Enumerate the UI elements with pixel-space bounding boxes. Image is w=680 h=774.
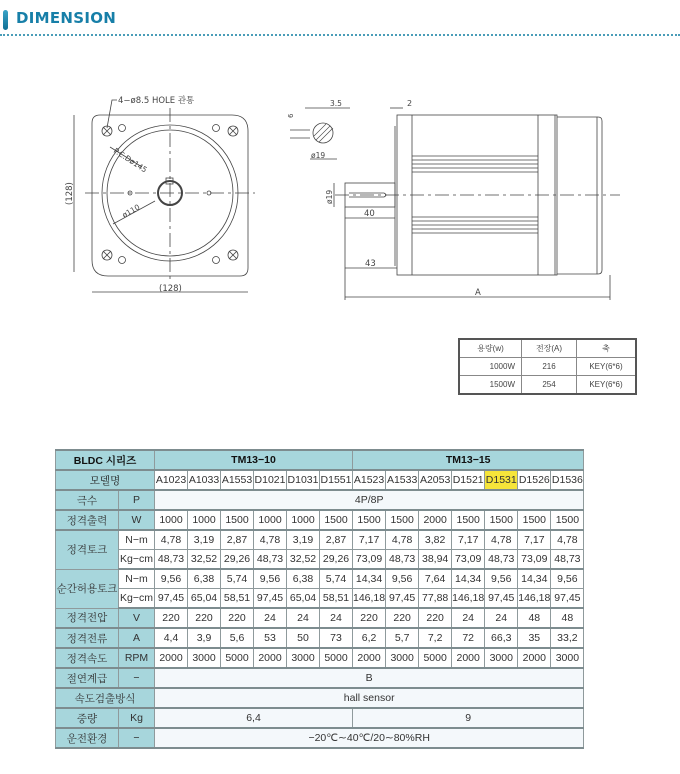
row-label: 정격전류 xyxy=(56,628,119,648)
model-cell: D1526 xyxy=(518,470,551,490)
model-cell: D1551 xyxy=(320,470,353,490)
shaft-to-face-label: 43 xyxy=(365,259,376,269)
value-cell: 9,56 xyxy=(485,569,518,589)
model-label: 모델명 xyxy=(56,470,155,490)
value-cell: 2000 xyxy=(254,648,287,668)
value-cell: 1500 xyxy=(221,510,254,530)
model-cell: A1033 xyxy=(188,470,221,490)
value-cell: 4,78 xyxy=(155,530,188,550)
unit-cell: RPM xyxy=(119,648,155,668)
value-cell: 6,38 xyxy=(287,569,320,589)
value-cell: 3,19 xyxy=(287,530,320,550)
value-cell: 5000 xyxy=(221,648,254,668)
front-view xyxy=(74,100,255,292)
model-row xyxy=(56,470,584,490)
value-cell: 1000 xyxy=(254,510,287,530)
value-cell: 33,2 xyxy=(551,628,584,648)
model-cell: D1536 xyxy=(551,470,584,490)
shaft-length-label: 40 xyxy=(364,209,375,219)
value-cell: 32,52 xyxy=(287,550,320,570)
value-cell: 48,73 xyxy=(485,550,518,570)
value-cell: 24 xyxy=(452,608,485,628)
end-cap xyxy=(557,117,602,274)
group-header: TM13−15 xyxy=(353,450,584,470)
value-cell: 97,45 xyxy=(551,589,584,609)
length-cell: 254 xyxy=(522,376,577,395)
value-cell: 220 xyxy=(188,608,221,628)
value-cell: 73,09 xyxy=(353,550,386,570)
row-label: 극수 xyxy=(56,490,119,510)
group-header: TM13−10 xyxy=(155,450,353,470)
value-cell: 2000 xyxy=(518,648,551,668)
value-cell: 9,56 xyxy=(254,569,287,589)
insulation-value: B xyxy=(155,668,584,688)
header-accent-bar xyxy=(3,10,8,30)
value-cell: 220 xyxy=(155,608,188,628)
environment-row xyxy=(56,728,584,748)
model-cell: A1553 xyxy=(221,470,254,490)
value-cell: 24 xyxy=(287,608,320,628)
value-cell: 7,64 xyxy=(419,569,452,589)
value-cell: 48,73 xyxy=(155,550,188,570)
shaft-section-dia-label: ø19 xyxy=(311,151,326,160)
cooling-fins xyxy=(412,156,538,233)
value-cell: 5,74 xyxy=(320,569,353,589)
capacity-cell: 1500W xyxy=(459,376,522,395)
shaft-cell: KEY(6*6) xyxy=(577,376,637,395)
length-cell: 216 xyxy=(522,358,577,376)
value-cell: 29,26 xyxy=(320,550,353,570)
series-label: BLDC 시리즈 xyxy=(56,450,155,470)
value-cell: 48,73 xyxy=(386,550,419,570)
value-cell: 7,2 xyxy=(419,628,452,648)
model-cell: A2053 xyxy=(419,470,452,490)
rated-output-row xyxy=(56,510,584,530)
series-header-row xyxy=(56,450,584,470)
value-cell: 73,09 xyxy=(452,550,485,570)
overall-length-label: A xyxy=(475,288,481,298)
value-cell: 7,17 xyxy=(353,530,386,550)
environment-value: −20℃∼40℃/20∼80%RH xyxy=(155,728,584,748)
pilot-label: ø110 xyxy=(120,202,142,220)
value-cell: 220 xyxy=(386,608,419,628)
hole-leader xyxy=(107,100,117,128)
length-table-header xyxy=(459,339,636,358)
row-label: 속도검출방식 xyxy=(56,688,155,708)
value-cell: 24 xyxy=(254,608,287,628)
value-cell: 6,2 xyxy=(353,628,386,648)
value-cell: 5000 xyxy=(419,648,452,668)
value-cell: 3,9 xyxy=(188,628,221,648)
model-cell: A1023 xyxy=(155,470,188,490)
value-cell: 14,34 xyxy=(353,569,386,589)
key-width-label: 3.5 xyxy=(330,99,342,108)
rated-torque-row xyxy=(56,530,584,550)
value-cell: 77,88 xyxy=(419,589,452,609)
value-cell: 2,87 xyxy=(320,530,353,550)
value-cell: 66,3 xyxy=(485,628,518,648)
value-cell: 65,04 xyxy=(188,589,221,609)
unit-cell: W xyxy=(119,510,155,530)
unit-cell: V xyxy=(119,608,155,628)
row-label: 정격출력 xyxy=(56,510,119,530)
side-view xyxy=(290,108,620,300)
section-header xyxy=(0,6,680,36)
value-cell: 73 xyxy=(320,628,353,648)
value-cell: 1500 xyxy=(353,510,386,530)
unit-cell: A xyxy=(119,628,155,648)
length-table-row xyxy=(459,376,636,395)
unit-cell: − xyxy=(119,668,155,688)
value-cell: 3000 xyxy=(287,648,320,668)
value-cell: 220 xyxy=(221,608,254,628)
value-cell: 2,87 xyxy=(221,530,254,550)
value-cell: 1500 xyxy=(386,510,419,530)
value-cell: 9,56 xyxy=(386,569,419,589)
value-cell: 1000 xyxy=(287,510,320,530)
value-cell: 72 xyxy=(452,628,485,648)
value-cell: 5,7 xyxy=(386,628,419,648)
value-cell: 48,73 xyxy=(551,550,584,570)
value-cell: 7,17 xyxy=(518,530,551,550)
hole-note-label: 4−ø8.5 HOLE 관통 xyxy=(118,96,195,106)
rated-current-row xyxy=(56,628,584,648)
flange-thickness-label: 2 xyxy=(407,99,413,108)
header-shaft: 축 xyxy=(577,339,637,358)
value-cell: 1500 xyxy=(518,510,551,530)
value-cell: 3000 xyxy=(485,648,518,668)
header-capacity: 용량(w) xyxy=(459,339,522,358)
value-cell: 35 xyxy=(518,628,551,648)
row-label: 중량 xyxy=(56,708,119,728)
value-cell: 5,6 xyxy=(221,628,254,648)
unit-cell: Kg−cm xyxy=(119,550,155,570)
value-cell: 7,17 xyxy=(452,530,485,550)
unit-cell: Kg−cm xyxy=(119,589,155,609)
value-cell: 220 xyxy=(419,608,452,628)
value-cell: 1000 xyxy=(155,510,188,530)
value-cell: 48 xyxy=(518,608,551,628)
poles-value: 4P/8P xyxy=(155,490,584,510)
value-cell: 38,94 xyxy=(419,550,452,570)
length-table-row xyxy=(459,358,636,376)
speed-detection-value: hall sensor xyxy=(155,688,584,708)
value-cell: 4,78 xyxy=(551,530,584,550)
length-table xyxy=(458,338,637,395)
value-cell: 3000 xyxy=(551,648,584,668)
value-cell: 146,18 xyxy=(518,589,551,609)
shaft-cell: KEY(6*6) xyxy=(577,358,637,376)
value-cell: 48 xyxy=(551,608,584,628)
value-cell: 220 xyxy=(353,608,386,628)
value-cell: 50 xyxy=(287,628,320,648)
model-cell: D1031 xyxy=(287,470,320,490)
weight-value: 6,4 xyxy=(155,708,353,728)
value-cell: 97,45 xyxy=(155,589,188,609)
value-cell: 5,74 xyxy=(221,569,254,589)
row-label: 순간허용토크 xyxy=(56,569,119,608)
value-cell: 1500 xyxy=(320,510,353,530)
value-cell: 4,78 xyxy=(254,530,287,550)
value-cell: 48,73 xyxy=(254,550,287,570)
row-label: 운전환경 xyxy=(56,728,119,748)
value-cell: 3000 xyxy=(188,648,221,668)
speed-detection-row xyxy=(56,688,584,708)
value-cell: 14,34 xyxy=(518,569,551,589)
weight-value: 9 xyxy=(353,708,584,728)
shaft-dia-label: ø19 xyxy=(325,189,334,204)
value-cell: 24 xyxy=(320,608,353,628)
peak-torque-row xyxy=(56,589,584,609)
value-cell: 14,34 xyxy=(452,569,485,589)
keyway-depth-label: 6 xyxy=(287,113,295,118)
value-cell: 2000 xyxy=(452,648,485,668)
value-cell: 4,78 xyxy=(485,530,518,550)
poles-row xyxy=(56,490,584,510)
value-cell: 146,18 xyxy=(452,589,485,609)
value-cell: 97,45 xyxy=(386,589,419,609)
rated-speed-row xyxy=(56,648,584,668)
model-cell: A1533 xyxy=(386,470,419,490)
model-cell: A1523 xyxy=(353,470,386,490)
value-cell: 97,45 xyxy=(254,589,287,609)
section-title: DIMENSION xyxy=(16,9,117,27)
value-cell: 3,82 xyxy=(419,530,452,550)
value-cell: 2000 xyxy=(155,648,188,668)
value-cell: 97,45 xyxy=(485,589,518,609)
rated-voltage-row xyxy=(56,608,584,628)
model-cell: D1521 xyxy=(452,470,485,490)
row-label: 정격속도 xyxy=(56,648,119,668)
value-cell: 3,19 xyxy=(188,530,221,550)
value-cell: 24 xyxy=(485,608,518,628)
row-label: 정격토크 xyxy=(56,530,119,569)
unit-cell: Kg xyxy=(119,708,155,728)
unit-cell: N−m xyxy=(119,530,155,550)
value-cell: 2000 xyxy=(353,648,386,668)
rated-torque-row xyxy=(56,550,584,570)
unit-cell: P xyxy=(119,490,155,510)
section-hatch xyxy=(314,124,333,142)
spec-table xyxy=(55,449,584,749)
row-label: 정격전압 xyxy=(56,608,119,628)
model-cell: D1021 xyxy=(254,470,287,490)
unit-cell: N−m xyxy=(119,569,155,589)
value-cell: 58,51 xyxy=(221,589,254,609)
value-cell: 32,52 xyxy=(188,550,221,570)
value-cell: 58,51 xyxy=(320,589,353,609)
dimension-drawing xyxy=(0,80,680,310)
value-cell: 1500 xyxy=(452,510,485,530)
value-cell: 4,78 xyxy=(386,530,419,550)
row-label: 절연계급 xyxy=(56,668,119,688)
capacity-cell: 1000W xyxy=(459,358,522,376)
value-cell: 73,09 xyxy=(518,550,551,570)
height-label: (128) xyxy=(65,182,75,205)
value-cell: 4,4 xyxy=(155,628,188,648)
weight-row xyxy=(56,708,584,728)
value-cell: 29,26 xyxy=(221,550,254,570)
model-cell-highlighted: D1531 xyxy=(485,470,518,490)
value-cell: 1500 xyxy=(485,510,518,530)
value-cell: 5000 xyxy=(320,648,353,668)
value-cell: 1500 xyxy=(551,510,584,530)
pcd-label: P.C.Dø145 xyxy=(111,146,149,175)
value-cell: 65,04 xyxy=(287,589,320,609)
value-cell: 1000 xyxy=(188,510,221,530)
value-cell: 9,56 xyxy=(155,569,188,589)
value-cell: 146,18 xyxy=(353,589,386,609)
value-cell: 2000 xyxy=(419,510,452,530)
dotted-divider xyxy=(0,34,680,36)
peak-torque-row xyxy=(56,569,584,589)
value-cell: 3000 xyxy=(386,648,419,668)
width-label: (128) xyxy=(159,284,182,294)
header-length: 전장(A) xyxy=(522,339,577,358)
unit-cell: − xyxy=(119,728,155,748)
value-cell: 6,38 xyxy=(188,569,221,589)
value-cell: 53 xyxy=(254,628,287,648)
insulation-row xyxy=(56,668,584,688)
value-cell: 9,56 xyxy=(551,569,584,589)
